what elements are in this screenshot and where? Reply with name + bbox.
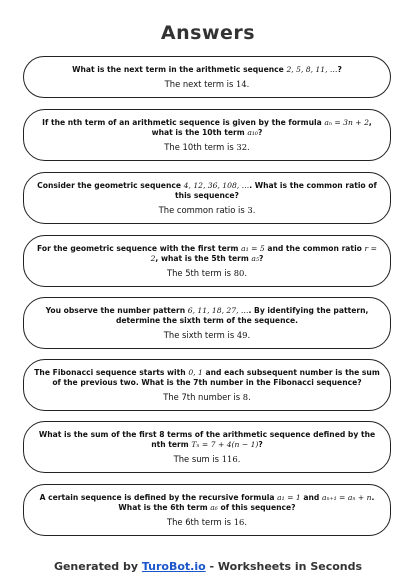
question-text: Consider the geometric sequence 4, 12, 36, 108, …. What is the common ratio of this sequence? [37, 181, 377, 200]
question-text: If the nth term of an arithmetic sequence is given by the formula aₙ = 3n + 2, what is the 10th term a₁₀? [42, 118, 372, 137]
answer-card-3 [23, 172, 391, 224]
question-text: What is the next term in the arithmetic sequence 2, 5, 8, 11, …? [72, 65, 342, 74]
answer-text: The sum is 116. [173, 454, 241, 464]
answer-text: The 7th number is 8. [163, 392, 251, 402]
answer-card-8 [23, 484, 391, 536]
answer-text: The sixth term is 49. [163, 330, 251, 340]
footer-suffix: - Worksheets in Seconds [205, 560, 363, 573]
answer-text: The 5th term is 80. [166, 268, 248, 278]
answer-card-7 [23, 421, 391, 473]
question-text: You observe the number pattern 6, 11, 18, 27, …. By identifying the pattern, determine the sixth term of the sequence. [45, 306, 369, 325]
answer-card-1 [23, 56, 391, 98]
footer-prefix: Generated by [53, 560, 142, 573]
answer-card-6 [23, 359, 391, 411]
answer-text: The next term is 14. [164, 79, 250, 89]
question-text: The Fibonacci sequence starts with 0, 1 and each subsequent number is the sum of the previous two. What is the 7th number in the Fibonacci sequence? [34, 368, 380, 387]
question-text: For the geometric sequence with the first term a₁ = 5 and the common ratio r = 2, what is the 5th term a₅? [37, 244, 377, 263]
answer-text: The common ratio is 3. [158, 205, 256, 215]
answer-card-5 [23, 297, 391, 349]
turobot-link[interactable]: TuroBot.io [141, 560, 206, 573]
page-title: Answers [160, 22, 256, 44]
page-footer [0, 560, 416, 573]
answer-card-2 [23, 109, 391, 161]
answer-text: The 6th term is 16. [166, 517, 248, 527]
answer-text: The 10th term is 32. [164, 142, 250, 152]
question-text: What is the sum of the first 8 terms of the arithmetic sequence defined by the nth term Tₙ = 7 + 4(n − 1)? [38, 430, 376, 449]
question-text: A certain sequence is defined by the recursive formula a₁ = 1 and aₙ₊₁ = aₙ + n. What is the 6th term a₆ of this sequence? [39, 493, 375, 512]
answer-card-4 [23, 235, 391, 287]
